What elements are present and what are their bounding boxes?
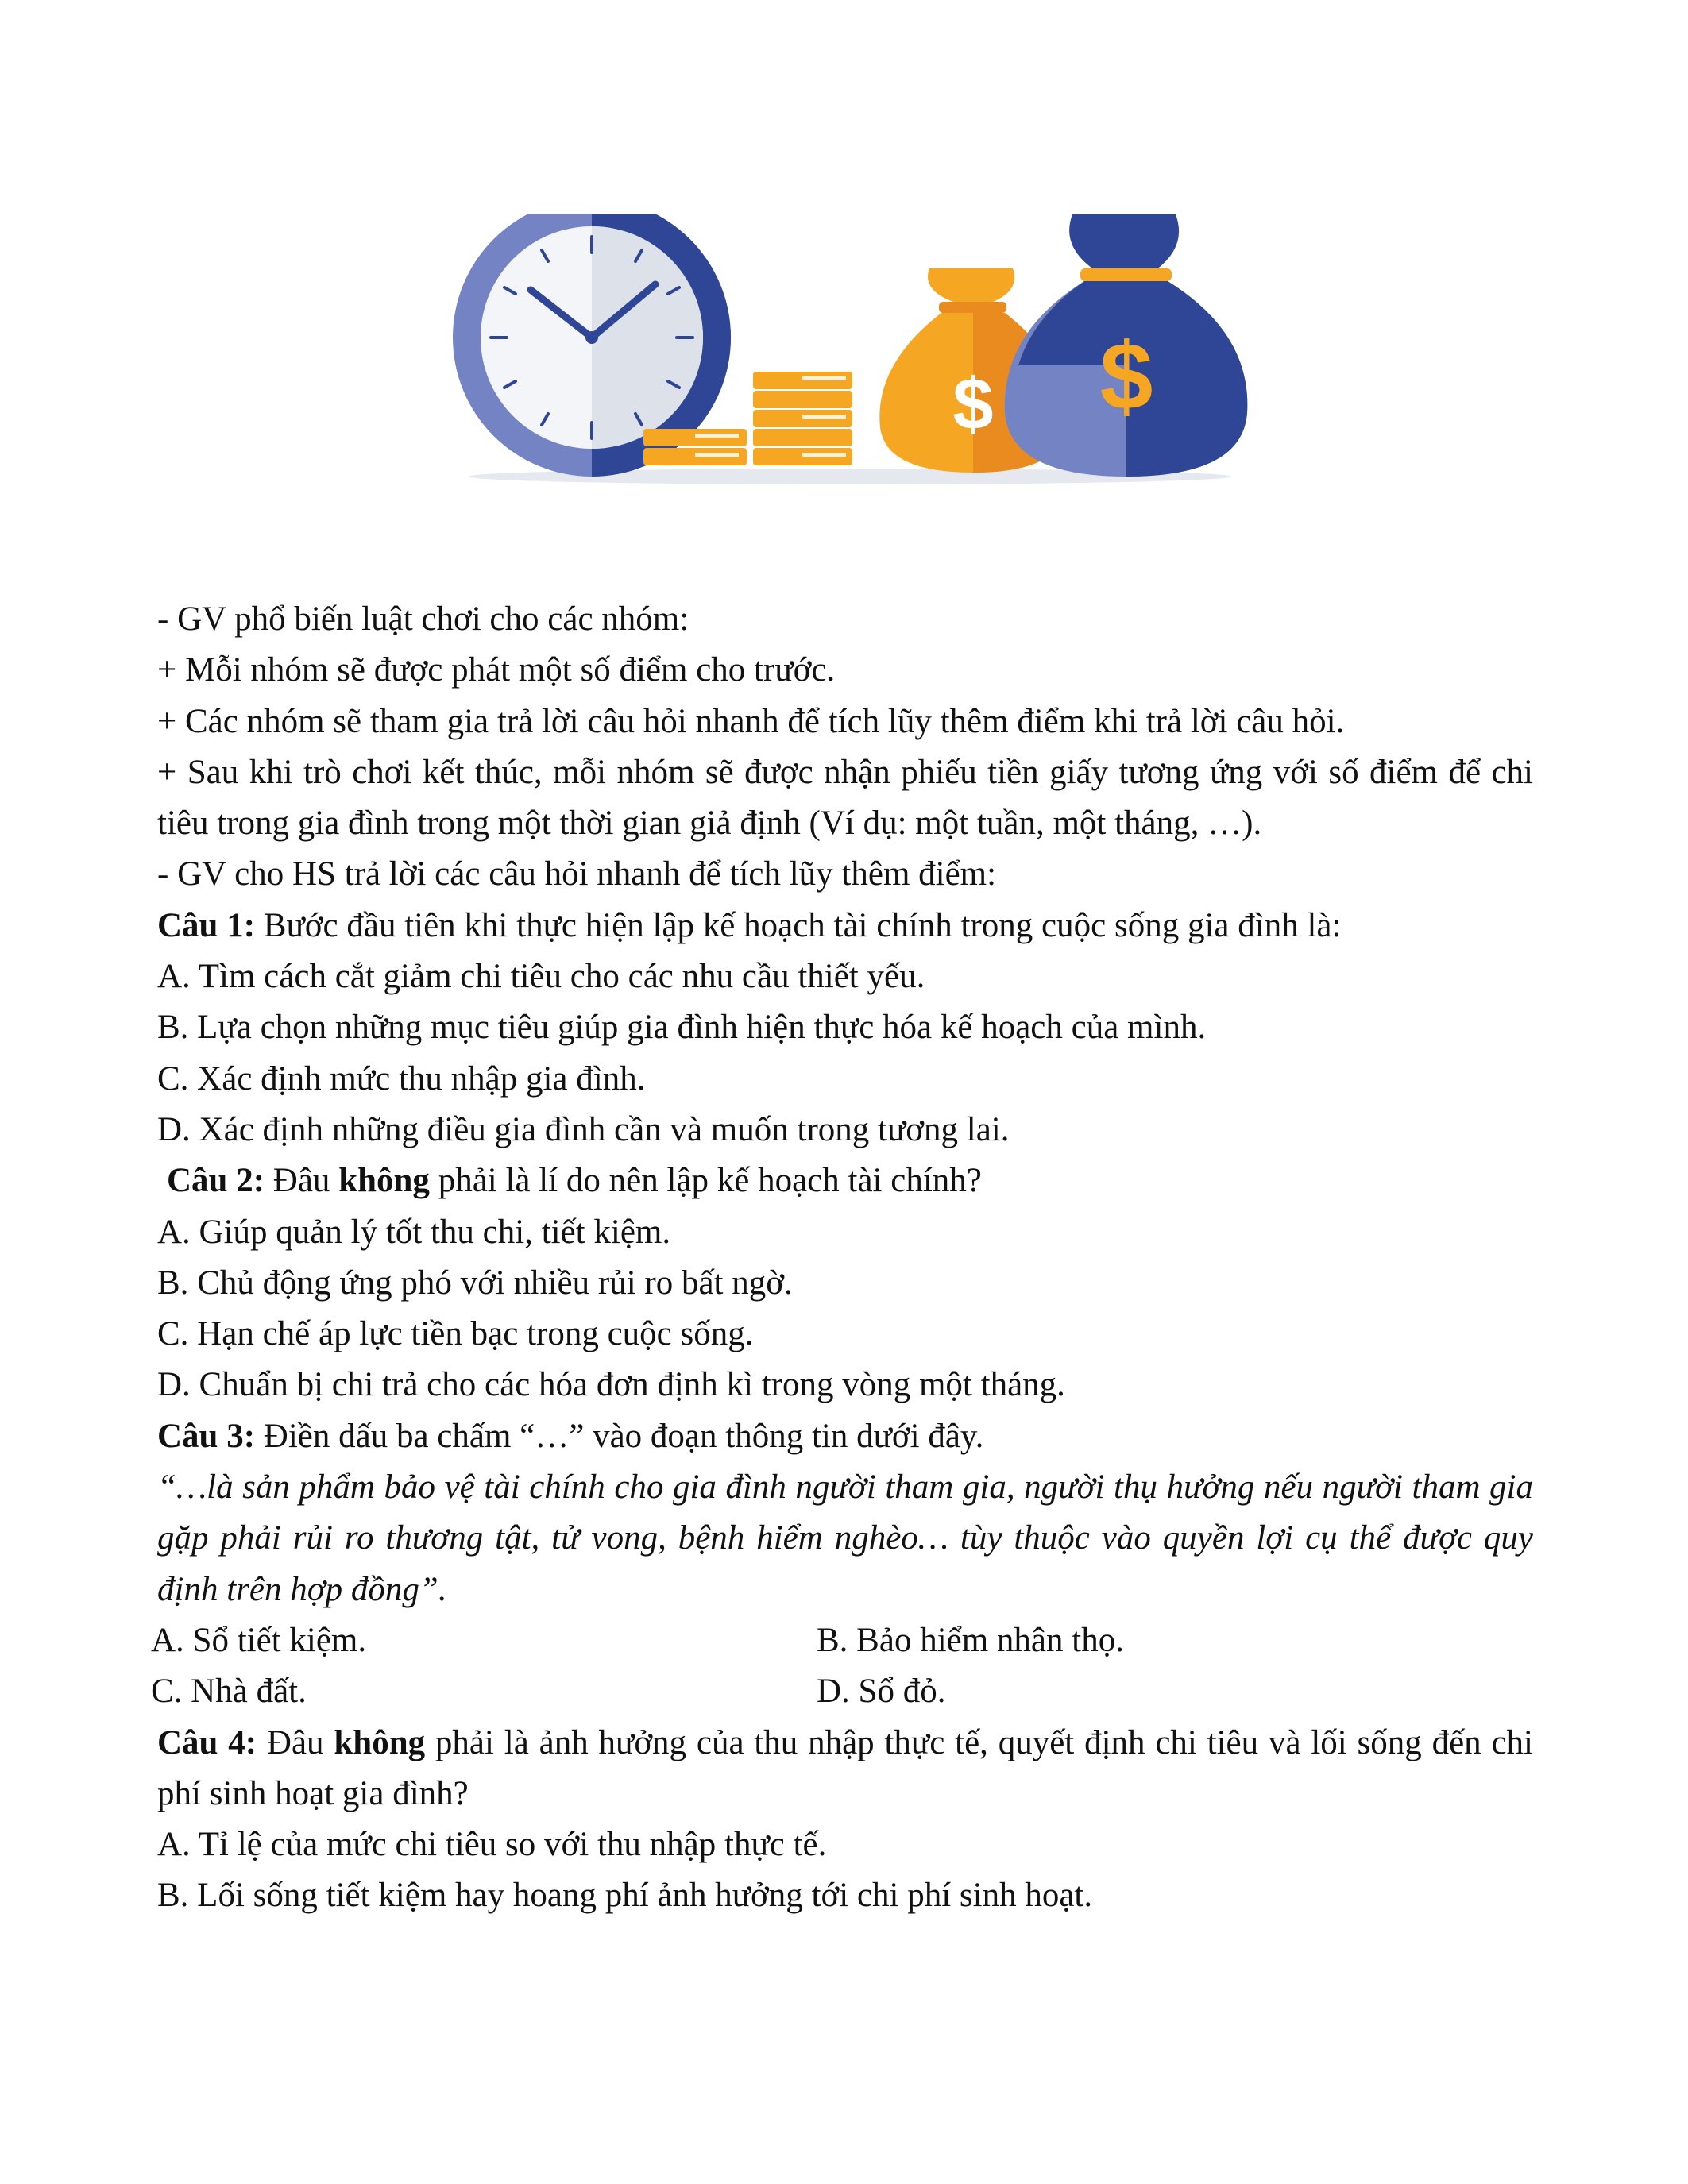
money-bag-icon	[1005, 214, 1248, 477]
dollar-sign: $	[952, 364, 994, 445]
answer-option: A. Giúp quản lý tốt thu chi, tiết kiệm.	[157, 1213, 671, 1251]
question-label: Câu 4:	[157, 1723, 257, 1761]
answer-option: D. Xác định những điều gia đình cần và muốn trong tương lai.	[157, 1110, 1010, 1148]
answer-option: C. Hạn chế áp lực tiền bạc trong cuộc sống.	[157, 1315, 754, 1353]
answer-option: A. Tìm cách cắt giảm chi tiêu cho các nhu cầu thiết yếu.	[157, 958, 925, 996]
question-label: Câu 3:	[157, 1417, 256, 1455]
question-3-stem	[157, 1411, 1533, 1462]
document-body	[151, 594, 1534, 1922]
intro-line: + Mỗi nhóm sẽ được phát một số điểm cho trước.	[157, 651, 836, 689]
question-label: Câu 2:	[167, 1162, 265, 1200]
question-text: phải là lí do nên lập kế hoạch tài chính?	[429, 1162, 982, 1200]
answer-option: B. Lựa chọn những mục tiêu giúp gia đình hiện thực hóa kế hoạch của mình.	[157, 1009, 1207, 1047]
intro-line: - GV phổ biến luật chơi cho các nhóm:	[157, 600, 689, 638]
question-text: Bước đầu tiên khi thực hiện lập kế hoạch tài chính trong cuộc sống gia đình là:	[255, 906, 1342, 944]
question-text: Đâu	[257, 1723, 334, 1761]
question-text: Điền dấu ba chấm “…” vào đoạn thông tin dưới đây.	[255, 1417, 984, 1455]
answer-option: C. Xác định mức thu nhập gia đình.	[157, 1059, 646, 1098]
question-label: Câu 1:	[157, 906, 256, 944]
question-3	[151, 1411, 1533, 1718]
dollar-sign: $	[1099, 323, 1153, 430]
answer-option: D. Sổ đỏ.	[817, 1673, 946, 1711]
question-text: phải là ảnh hưởng của thu nhập thực tế, quyết định chi tiêu và lối sống đến chi phí sinh hoạt gia đình?	[157, 1723, 1534, 1812]
question-2	[157, 1156, 1533, 1410]
answer-option: B. Lối sống tiết kiệm hay hoang phí ảnh hưởng tới chi phí sinh hoạt.	[157, 1877, 1093, 1915]
instruction-line: - GV cho HS trả lời các câu hỏi nhanh để tích lũy thêm điểm:	[157, 855, 997, 893]
finance-illustration	[445, 214, 1255, 500]
answer-row	[151, 1615, 1533, 1666]
question-2-stem	[157, 1156, 1533, 1206]
keyword: không	[334, 1723, 426, 1761]
keyword: không	[338, 1162, 430, 1200]
question-4-stem	[157, 1718, 1533, 1820]
question-1-stem	[157, 901, 1533, 951]
question-1	[157, 901, 1533, 1156]
intro-paragraph: + Sau khi trò chơi kết thúc, mỗi nhóm sẽ được nhận phiếu tiền giấy tương ứng với số điểm để chi tiêu trong gia đình trong một thời gian giả định (Ví dụ: một tuần, một tháng, …).	[157, 753, 1533, 843]
quote-text: “…là sản phẩm bảo vệ tài chính cho gia đình người tham gia, người thụ hưởng nếu người tham gia gặp phải rủi ro thương tật, tử vong, bệnh hiểm nghèo… tùy thuộc vào quyền lợi cụ thể được quy định trên hợp đồng”.	[157, 1468, 1533, 1608]
answer-row	[151, 1666, 1533, 1717]
answer-option: B. Bảo hiểm nhân thọ.	[817, 1621, 1124, 1659]
answer-option: D. Chuẩn bị chi trả cho các hóa đơn định kì trong vòng một tháng.	[157, 1366, 1065, 1404]
answer-option: C. Nhà đất.	[151, 1673, 307, 1711]
answer-option: B. Chủ động ứng phó với nhiều rủi ro bất ngờ.	[157, 1264, 793, 1302]
question-text: Đâu	[265, 1162, 339, 1200]
intro-line: + Các nhóm sẽ tham gia trả lời câu hỏi nhanh để tích lũy thêm điểm khi trả lời câu hỏi.	[157, 702, 1345, 740]
answer-option: A. Tỉ lệ của mức chi tiêu so với thu nhập thực tế.	[157, 1826, 827, 1864]
answer-option: A. Sổ tiết kiệm.	[151, 1621, 367, 1659]
question-4	[157, 1718, 1533, 1922]
